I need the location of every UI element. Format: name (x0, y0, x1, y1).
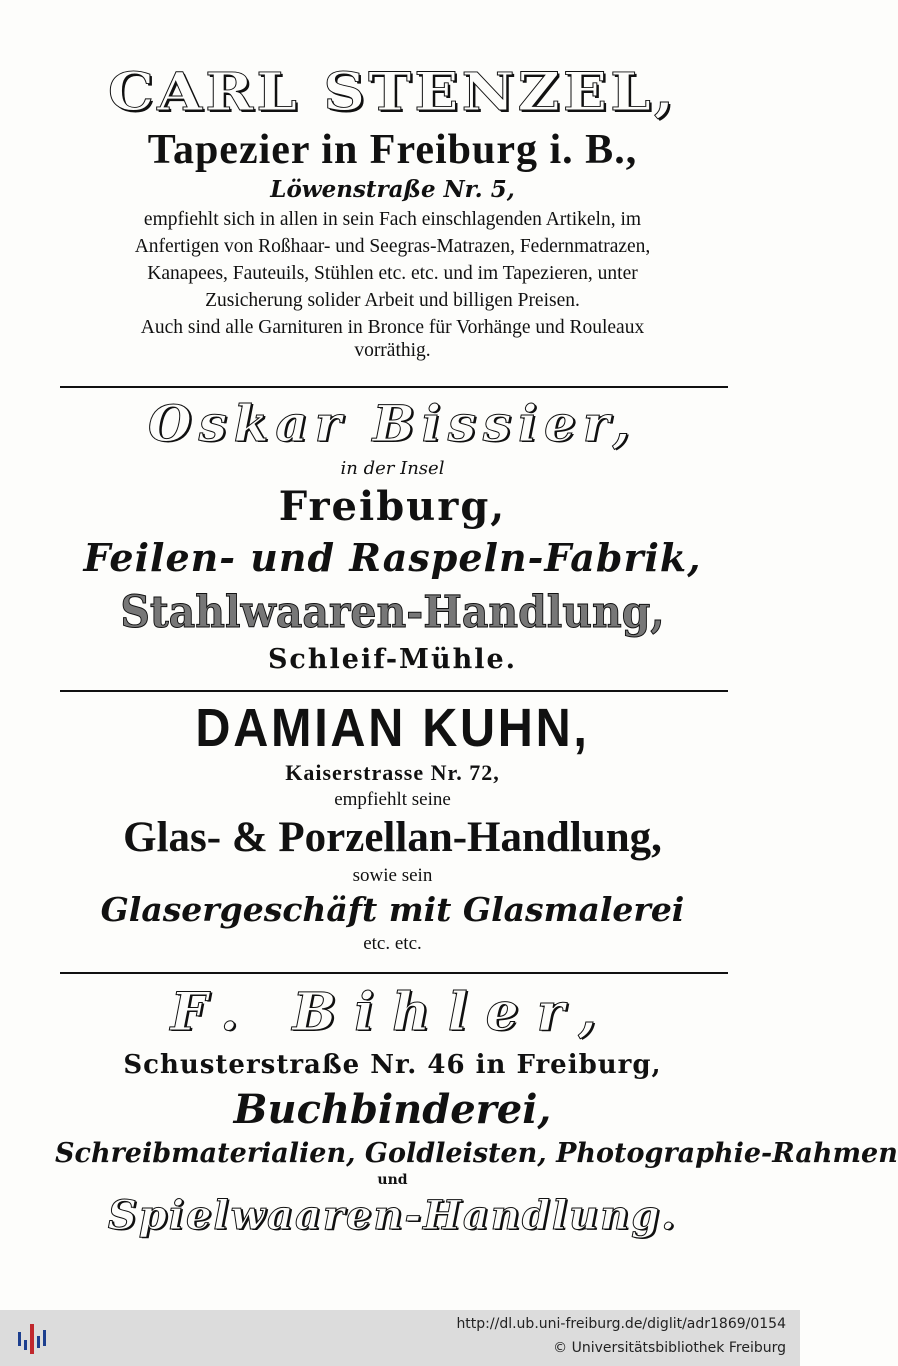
divider-rule (60, 690, 728, 692)
footer-bar (0, 1310, 800, 1366)
ub-freiburg-logo-icon (14, 1318, 54, 1358)
kuhn-shop: Glas- & Porzellan-Handlung, (123, 814, 662, 861)
bihler-trade: Buchbinderei, (233, 1086, 552, 1133)
stenzel-body-line: vorräthig. (354, 340, 431, 361)
stenzel-body-line: empfiehlt sich in allen in sein Fach einschlagenden Artikeln, im (143, 209, 642, 230)
ad-oskar-bissier (55, 392, 730, 678)
bissier-factory: Feilen- und Raspeln-Fabrik, (83, 535, 702, 580)
ad-f-bihler (55, 980, 898, 1244)
bihler-name: F. Bihler, (170, 982, 615, 1043)
divider-rule (60, 386, 728, 388)
kuhn-intro: empfiehlt seine (334, 789, 451, 810)
kuhn-name: DAMIAN KUHN, (195, 698, 590, 758)
stenzel-name: CARL STENZEL, (107, 61, 678, 123)
stenzel-trade: Tapezier in Freiburg i. B., (147, 127, 638, 173)
bissier-location: in der Insel (340, 458, 445, 479)
bissier-steel-shop: Stahlwaaren-Handlung, (120, 587, 665, 638)
stenzel-body-line: Kanapees, Fauteuils, Stühlen etc. etc. und im Tapezieren, unter (147, 263, 638, 284)
bihler-address: Schusterstraße Nr. 46 in Freiburg, (123, 1050, 662, 1080)
ad-carl-stenzel (55, 58, 730, 361)
stenzel-address: Löwenstraße Nr. 5, (270, 176, 515, 203)
bissier-city: Freiburg, (278, 483, 507, 530)
ad-damian-kuhn (55, 698, 730, 956)
kuhn-address: Kaiserstrasse Nr. 72, (285, 760, 500, 785)
kuhn-service: Glasergeschäft mit Glasmalerei (100, 890, 685, 929)
bissier-mill: Schleif-Mühle. (267, 644, 518, 675)
bihler-shop: Spielwaaren-Handlung. (107, 1192, 678, 1239)
footer-permalink[interactable]: http://dl.ub.uni-freiburg.de/diglit/adr1869/0154 (456, 1316, 786, 1332)
stenzel-body-line: Zusicherung solider Arbeit und billigen Preisen. (205, 290, 580, 311)
kuhn-connector: sowie sein (352, 865, 433, 886)
bihler-und: und (377, 1172, 408, 1188)
bissier-name: Oskar Bissier, (148, 394, 637, 453)
stenzel-body-line: Anfertigen von Roßhaar- und Seegras-Matrazen, Federnmatrazen, (134, 236, 651, 257)
footer-copyright: © Universitätsbibliothek Freiburg (553, 1340, 786, 1356)
divider-rule (60, 972, 728, 974)
stenzel-body-line: Auch sind alle Garnituren in Bronce für Vorhänge und Rouleaux (140, 317, 645, 338)
bihler-goods: Schreibmaterialien, Goldleisten, Photographie-Rahmen (55, 1138, 898, 1169)
kuhn-etc: etc. etc. (363, 933, 422, 954)
